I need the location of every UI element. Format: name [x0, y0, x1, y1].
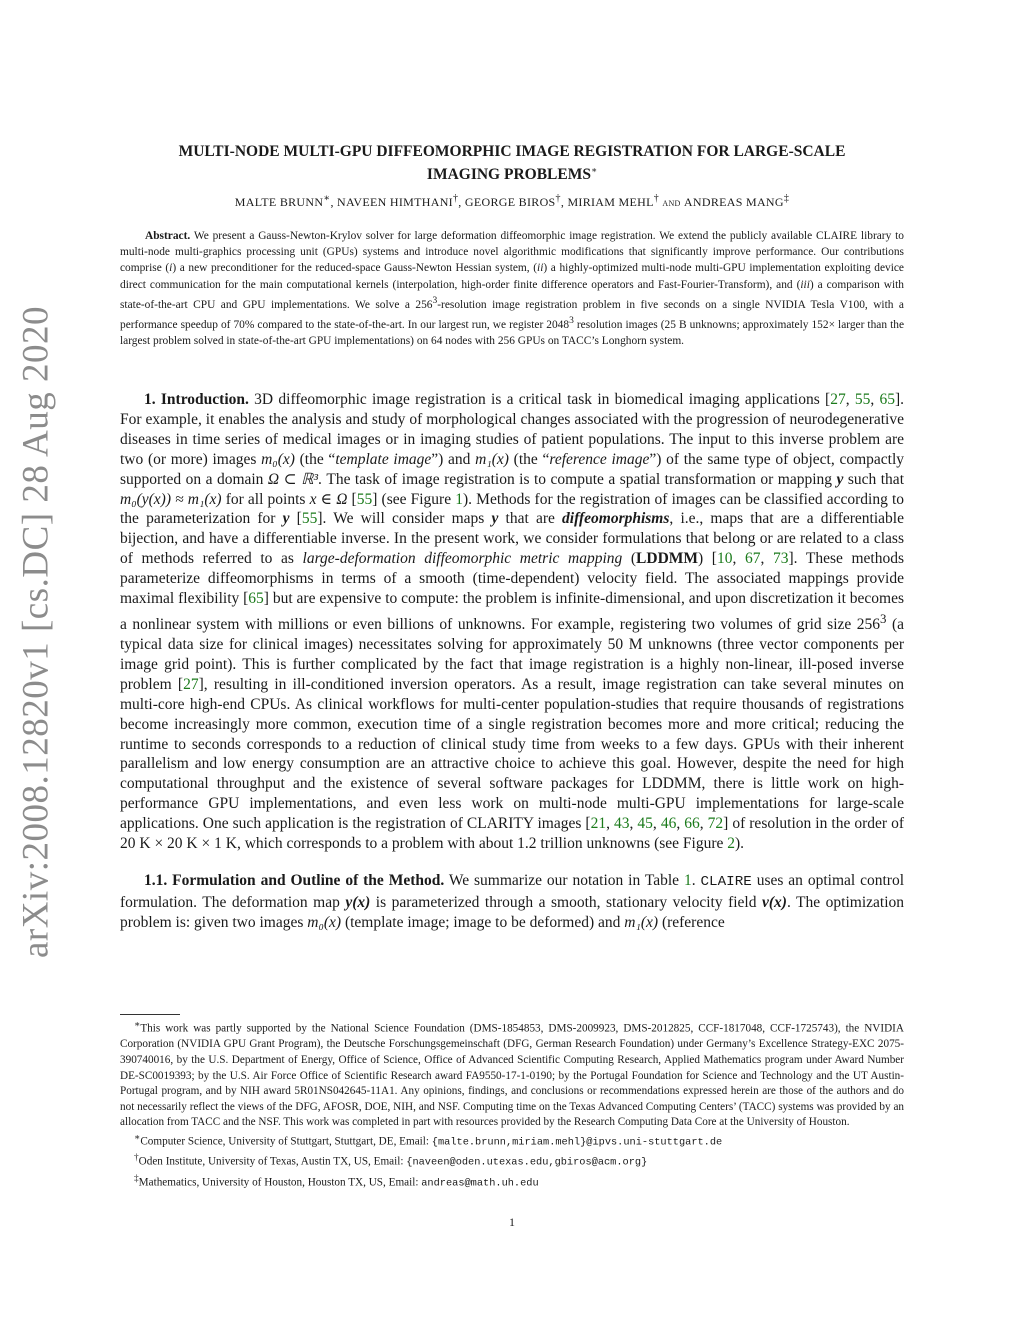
citation-link[interactable]: 43: [614, 815, 630, 833]
paper-body: [120, 390, 904, 933]
paper-title: MULTI-NODE MULTI-GPU DIFFEOMORPHIC IMAGE REGISTRATION FOR LARGE-SCALE IMAGING PROBLEMS∗: [178, 143, 846, 184]
author: MIRIAM MEHL†: [567, 193, 660, 209]
citation-link[interactable]: 55: [301, 510, 318, 528]
page-number: 1: [509, 1215, 515, 1229]
email-link[interactable]: {naveen@oden.utexas.edu,gbiros@acm.org}: [406, 1156, 648, 1169]
footnotes: [120, 1018, 904, 1192]
author-list: [120, 193, 904, 210]
section-heading: 1. Introduction.: [144, 391, 249, 408]
citation-link[interactable]: 65: [879, 391, 895, 408]
citation-link[interactable]: 55: [356, 490, 373, 508]
arxiv-stamp: arXiv:2008.12820v1 [cs.DC] 28 Aug 2020: [15, 305, 57, 959]
email-link[interactable]: {malte.brunn,miriam.mehl}@ipvs.uni-stuttgart.de: [431, 1136, 723, 1149]
citation-link[interactable]: 21: [590, 815, 607, 833]
citation-link[interactable]: 46: [660, 815, 677, 833]
intro-paragraph: 1. Introduction. 3D diffeomorphic image registration is a critical task in biomedical imaging applications [27, 55, 65]. For example, it enables the analysis and study of morphological changes associated with the progression of neurodegenerative diseases in time series of medical images or in imaging studies of patient populations. The input to this inverse problem are two (or more) images m₀(x) (the “template image”) and m₁(x) (the “reference image”) of the same type of object, compactly supported on a domain Ω ⊂ ℝ³. The task of image registration is to compute a spatial transformation or mapping y such that m₀(y(x)) ≈ m₁(x) for all points x ∈ Ω [55] (see Figure 1). Methods for the registration of images can be classified according to the parameterization for y [55]. We will consider maps y that are diffeomorphisms, i.e., maps that are a differentiable bijection, and have a differentiable inverse. In the present work, we consider formulations that belong or are related to a class of methods referred to as large-deformation diffeomorphic metric mapping (LDDMM) [10, 67, 73]. These methods parameterize diffeomorphisms in terms of a smooth (time-dependent) velocity field. The associated mappings provide maximal flexibility [65] but are expensive to compute: the problem is infinite-dimensional, and upon discretization it becomes a nonlinear system with millions or even billions of unknowns. For example, registering two volumes of grid size $256^3$ (a typical data size for clinical images) necessitates solving for approximately 50 M unknowns (three vector components per image grid point). This is further complicated by the fact that image registration is a highly non-linear, ill-posed inverse problem [27], resulting in ill-conditioned inversion operators. As a result, image registration can take several minutes on multi-core high-end CPUs. As clinical workflows for multi-center population-studies that require thousands of registrations become increasingly more common, execution time of a single registration becomes more and more critical; reducing the runtime to seconds corresponds to a reduction of clinical study time from weeks to a few days. GPUs with their inherent parallelism and low energy consumption are an attractive choice to achieve this goal. However, despite the need for high computational throughput and the existence of several software packages for LDDMM, there is little work on high-performance GPU implementations, and even less work on multi-node multi-GPU implementations for large-scale applications. One such application is the registration of CLARITY images [21, 43, 45, 46, 66, 72] of resolution in the order of 20 K × 20 K × 1 K, which corresponds to a problem with about 1.2 trillion unknowns (see Figure 2).: [120, 391, 905, 853]
author-conjunction: and: [662, 195, 681, 209]
author: ANDREAS MANG‡: [683, 193, 790, 209]
citation-link[interactable]: 27: [830, 391, 846, 408]
citation-link[interactable]: 27: [183, 675, 199, 693]
footnote-affiliation: ∗Computer Science, University of Stuttgart, Stuttgart, DE, Email: {malte.brunn,miriam.mehl}@ipvs.uni-stuttgart.de: [134, 1132, 723, 1149]
subsection-paragraph: 1.1. Formulation and Outline of the Method. We summarize our notation in Table 1. CLAIRE uses an optimal control formulation. The deformation map y(x) is parameterized through a smooth, stationary velocity field v(x). The optimization problem is: given two images m₀(x) (template image; image to be deformed) and m₁(x) (reference: [120, 872, 904, 931]
figure-link[interactable]: 2: [727, 835, 736, 853]
citation-link[interactable]: 45: [637, 815, 653, 833]
email-link[interactable]: andreas@math.uh.edu: [421, 1177, 539, 1190]
citation-link[interactable]: 10: [716, 550, 733, 568]
footnote-affiliation: †Oden Institute, University of Texas, Austin TX, US, Email: {naveen@oden.utexas.edu,gbiros@acm.org}: [134, 1153, 648, 1169]
abstract: Abstract. We present a Gauss-Newton-Krylov solver for large deformation diffeomorphic image registration. We extend the publicly available CLAIRE library to multi-node multi-graphics processing unit (GPUs) systems and introduce novel algorithmic modifications that significantly improve performance. Our contributions comprise (i) a new preconditioner for the reduced-space Gauss-Newton Hessian system, (ii) a highly-optimized multi-node multi-GPU implementation exploiting device direct communication for the main computational kernels (interpolation, high-order finite difference operators and Fast-Fourier-Transform), and (iii) a comparison with state-of-the-art CPU and GPU implementations. We solve a $256^3$-resolution image registration problem in five seconds on a single NVIDIA Tesla V100, with a performance speedup of 70% compared to the state-of-the-art. In our largest run, we register 2048$^3$ resolution images (25 B unknowns; approximately 152× larger than the largest problem solved in state-of-the-art GPU implementations) on 64 nodes with 256 GPUs on TACC’s Longhorn system.: [120, 230, 904, 347]
table-link[interactable]: 1: [683, 872, 692, 889]
citation-link[interactable]: 55: [854, 391, 871, 408]
subsection-heading: 1.1. Formulation and Outline of the Method.: [144, 872, 445, 889]
author: GEORGE BIROS†,: [464, 193, 568, 209]
footnote-rule: [120, 1014, 180, 1015]
citation-link[interactable]: 65: [248, 590, 264, 608]
citation-link[interactable]: 67: [744, 550, 761, 568]
figure-link[interactable]: 1: [455, 490, 463, 508]
citation-link[interactable]: 72: [707, 815, 724, 833]
author: MALTE BRUNN∗,: [234, 193, 338, 209]
footnote-affiliation: ‡Mathematics, University of Houston, Houston TX, US, Email: andreas@math.uh.edu: [134, 1173, 539, 1190]
software-name: CLAIRE: [700, 874, 752, 890]
citation-link[interactable]: 73: [772, 550, 789, 568]
citation-link[interactable]: 66: [684, 815, 700, 833]
footnote-funding: ∗This work was partly supported by the National Science Foundation (DMS-1854853, DMS-2009923, DMS-2012825, CCF-1817048, CCF-1725743), the NVIDIA Corporation (NVIDIA GPU Grant Program), the Deutsche Forschungsgemeinschaft (DFG, German Research Foundation) under Germany’s Excellence Strategy-EXC 2075-390740016, by the U.S. Department of Energy, Office of Science, Office of Advanced Scientific Computing Research, Applied Mathematics program under Award Number DE-SC0019393; by the U.S. Air Force Office of Scientific Research award FA9550-17-1-0190; by the Portugal Foundation for Science and Technology and the UT Austin-Portugal program, and by NIH award 5R01NS042645-11A1. Any opinions, findings, and conclusions or recommendations expressed herein are those of the authors and do not necessarily reflect the views of the DFG, AFOSR, DOE, NIH, and NSF. Computing time on the Texas Advanced Computing Centers’ (TACC) systems was provided by an allocation from TACC and the NSF. This work was completed in part with resources provided by the Research Computing Data Core at the University of Houston.: [120, 1020, 904, 1129]
author: NAVEEN HIMTHANI†,: [337, 193, 465, 209]
